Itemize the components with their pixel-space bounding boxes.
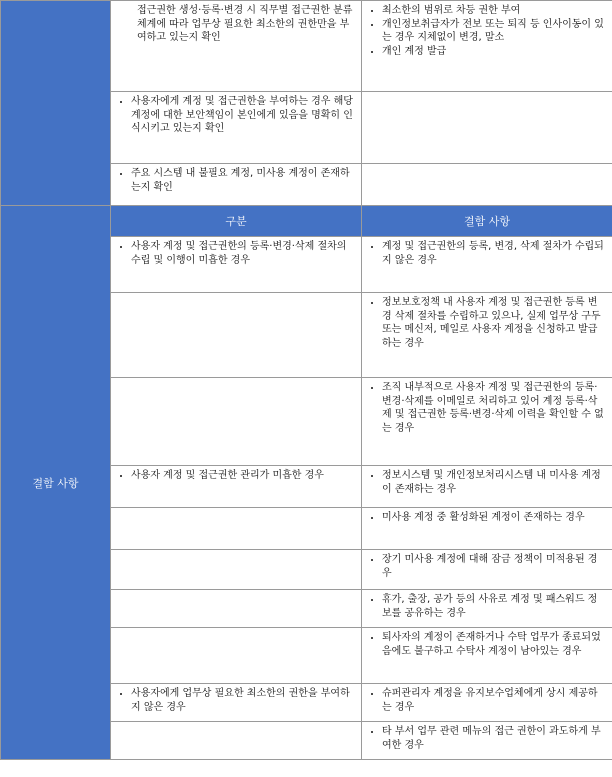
section-side-label: 결함 사항 (1, 206, 111, 760)
bullet-item: • 슈퍼관리자 계정을 유지보수업체에게 상시 제공하는 경우 (382, 687, 606, 714)
defect-item-cell (362, 466, 612, 508)
top-row-0-right (362, 1, 612, 92)
top-row-1-left (111, 92, 362, 164)
top-row (1, 1, 612, 92)
top-side-cell (1, 1, 111, 206)
column-header-category: 구분 (111, 206, 362, 237)
top-row-0-left (111, 1, 362, 92)
bullet-item: • 사용자 계정 및 접근권한 관리가 미흡한 경우 (131, 469, 355, 483)
defect-item-cell (362, 550, 612, 590)
defect-category-cell (111, 378, 362, 466)
defect-item-cell (362, 378, 612, 466)
bullet-item: • 타 부서 업무 관련 메뉴의 접근 권한이 과도하게 부여한 경우 (382, 725, 606, 752)
bullet-item: • 사용자에게 계정 및 접근권한을 부여하는 경우 해당 계정에 대한 보안책임이 본인에게 있음을 명확히 인식시키고 있는지 확인 (131, 95, 355, 136)
defect-item-cell (362, 508, 612, 550)
section-header-row (1, 206, 612, 237)
bullet-item: • 조직 내부적으로 사용자 계정 및 접근권한의 등록·변경·삭제를 이메일로 처리하고 있어 계정 등록·삭제 및 접근권한 등록·변경·삭제 이력을 확인할 수 없는 경우 (382, 381, 606, 435)
bullet-item: 접근권한 생성·등록·변경 시 직무별 접근권한 분류 체계에 따라 업무상 필요한 최소한의 권한만을 부여하고 있는지 확인 (137, 5, 353, 43)
defect-item-cell (362, 722, 612, 760)
defect-item-cell (362, 237, 612, 293)
bullet-item: • 퇴사자의 계정이 존재하거나 수탁 업무가 종료되었음에도 불구하고 수탁사 계정이 남아있는 경우 (382, 631, 606, 658)
defect-item-cell (362, 684, 612, 722)
top-row-1-right (362, 92, 612, 164)
bullet-item: • 미사용 계정 중 활성화된 계정이 존재하는 경우 (382, 511, 606, 525)
defect-item-cell (362, 293, 612, 378)
defect-category-cell (111, 550, 362, 590)
top-row-2-right (362, 164, 612, 206)
bullet-item: • 사용자 계정 및 접근권한의 등록·변경·삭제 절차의 수립 및 이행이 미흡한 경우 (131, 240, 355, 267)
defect-category-cell (111, 628, 362, 684)
bullet-item: • 정보시스템 및 개인정보처리시스템 내 미사용 계정이 존재하는 경우 (382, 469, 606, 496)
defect-category-cell (111, 237, 362, 293)
defect-item-cell (362, 628, 612, 684)
bullet-item: • 장기 미사용 계정에 대해 잠금 정책이 미적용된 경우 (382, 553, 606, 580)
defect-category-cell (111, 590, 362, 628)
defect-category-cell (111, 684, 362, 722)
column-header-defects: 결함 사항 (362, 206, 612, 237)
bullet-item: • 개인정보취급자가 전보 또는 퇴직 등 인사이동이 있는 경우 지체없이 변경, 말소 (382, 18, 606, 45)
top-row-2-left (111, 164, 362, 206)
defect-category-cell (111, 293, 362, 378)
bullet-item: • 개인 계정 발급 (382, 45, 606, 59)
bullet-item: • 휴가, 출장, 공가 등의 사유로 계정 및 패스워드 정보를 공유하는 경우 (382, 593, 606, 620)
bullet-item: • 최소한의 범위로 차등 권한 부여 (382, 4, 606, 18)
bullet-item: • 계정 및 접근권한의 등록, 변경, 삭제 절차가 수립되지 않은 경우 (382, 240, 606, 267)
defect-category-cell (111, 508, 362, 550)
defect-category-cell (111, 466, 362, 508)
defect-category-cell (111, 722, 362, 760)
bullet-item: • 정보보호정책 내 사용자 계정 및 접근권한 등록 변경 삭제 절차를 수립하고 있으나, 실제 업무상 구두 또는 메신저, 메일로 사용자 계정을 신청하고 발급하는 경우 (382, 296, 606, 350)
defect-item-cell (362, 590, 612, 628)
bullet-item: • 주요 시스템 내 불필요 계정, 미사용 계정이 존재하는지 확인 (131, 167, 355, 194)
bullet-item: • 사용자에게 업무상 필요한 최소한의 권한을 부여하지 않은 경우 (131, 687, 355, 714)
